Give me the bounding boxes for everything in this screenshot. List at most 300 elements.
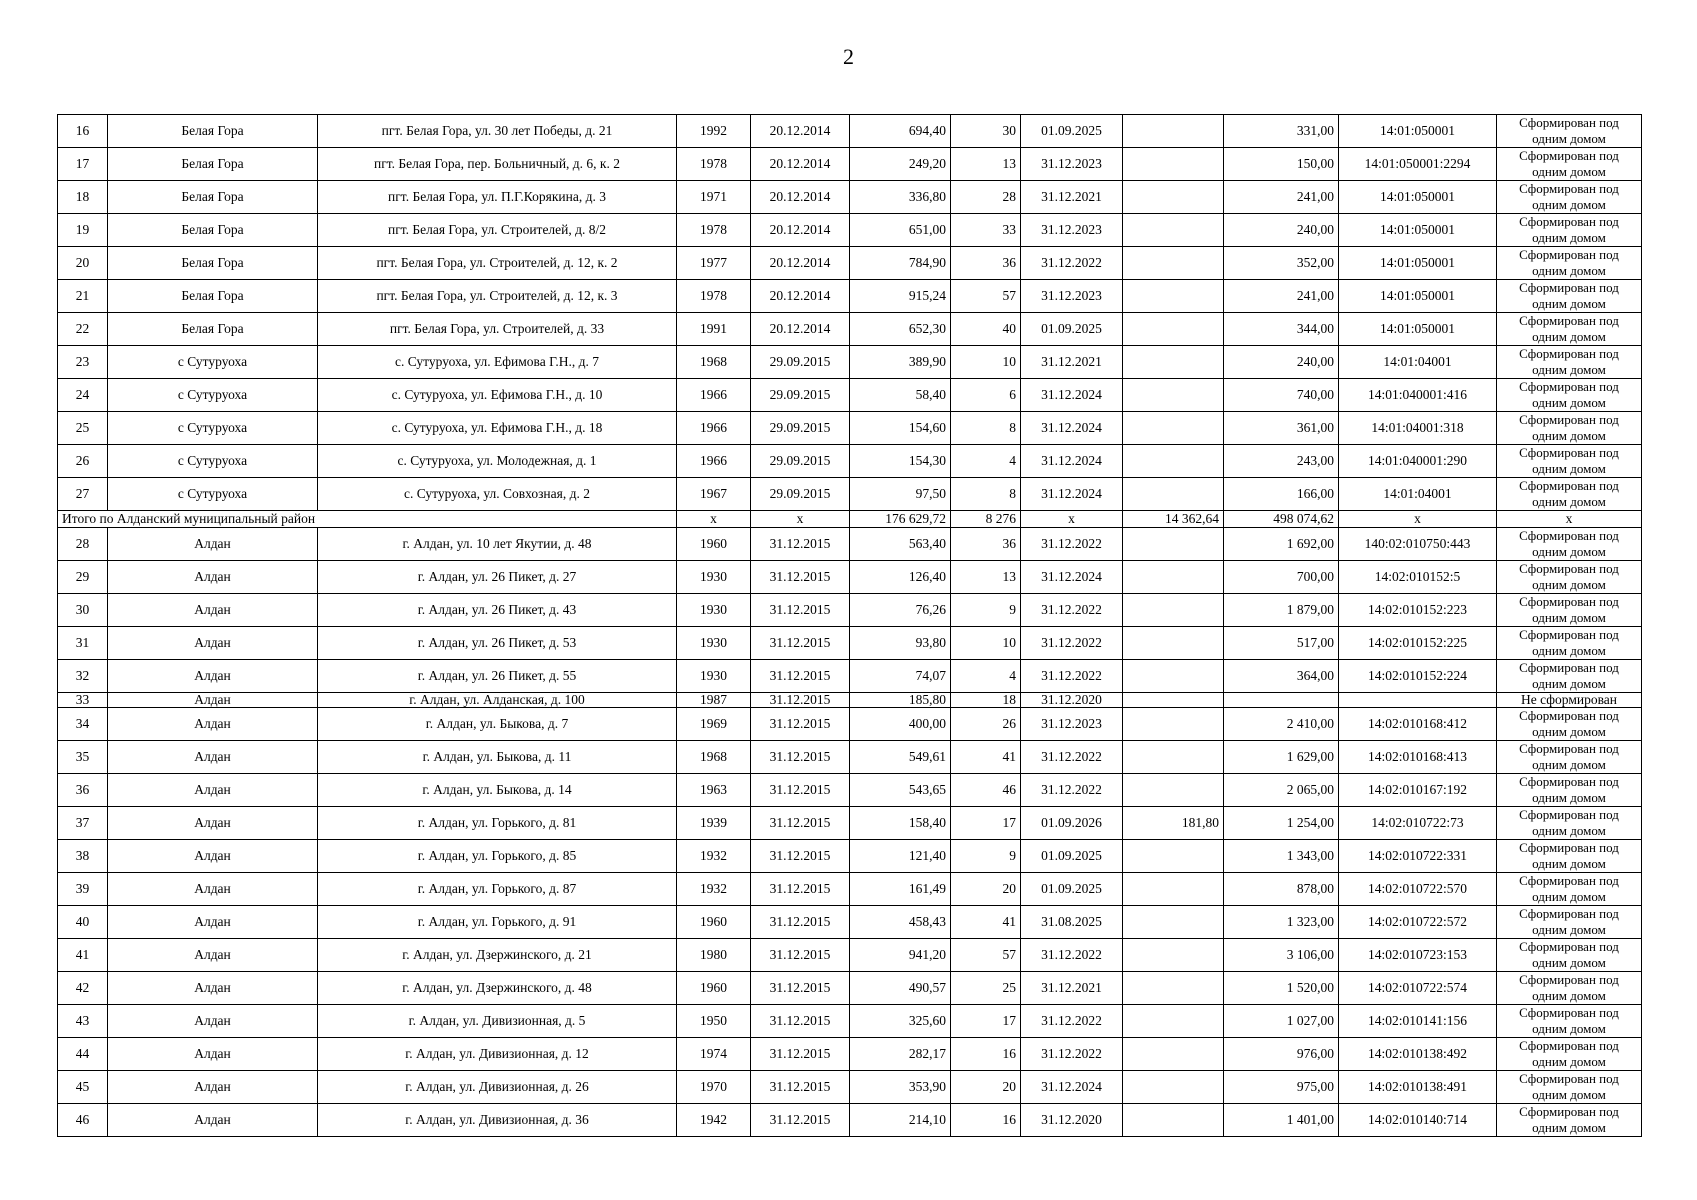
cadastral-number-cell: 14:01:050001:2294 bbox=[1339, 148, 1497, 181]
table-row bbox=[58, 774, 1642, 807]
area-cell: 97,50 bbox=[850, 478, 951, 511]
cadastral-number-cell: 14:02:010138:491 bbox=[1339, 1071, 1497, 1104]
deadline-cell: 31.12.2022 bbox=[1021, 594, 1123, 627]
residents-cell: 36 bbox=[951, 247, 1021, 280]
cadastral-number-cell: 14:02:010168:413 bbox=[1339, 741, 1497, 774]
date-cell: 31.12.2015 bbox=[751, 1005, 850, 1038]
table-row bbox=[58, 939, 1642, 972]
deadline-cell: 31.12.2020 bbox=[1021, 693, 1123, 708]
extra-area-cell bbox=[1123, 214, 1224, 247]
status-cell: Сформирован под одним домом bbox=[1497, 906, 1642, 939]
address-cell: г. Алдан, ул. Дзержинского, д. 21 bbox=[318, 939, 677, 972]
row-number: 38 bbox=[58, 840, 108, 873]
deadline-cell: 01.09.2026 bbox=[1021, 807, 1123, 840]
address-cell: г. Алдан, ул. Быкова, д. 7 bbox=[318, 708, 677, 741]
deadline-cell: 31.12.2023 bbox=[1021, 148, 1123, 181]
page-number: 2 bbox=[843, 44, 854, 69]
land-area-cell: 344,00 bbox=[1224, 313, 1339, 346]
area-cell: 93,80 bbox=[850, 627, 951, 660]
settlement-cell: Белая Гора bbox=[108, 214, 318, 247]
date-cell: 31.12.2015 bbox=[751, 840, 850, 873]
address-cell: г. Алдан, ул. 26 Пикет, д. 53 bbox=[318, 627, 677, 660]
table-row bbox=[58, 873, 1642, 906]
cadastral-number-cell: 14:01:050001 bbox=[1339, 247, 1497, 280]
date-cell: 20.12.2014 bbox=[751, 115, 850, 148]
address-cell: г. Алдан, ул. Горького, д. 91 bbox=[318, 906, 677, 939]
year-cell: 1930 bbox=[677, 594, 751, 627]
settlement-cell: Алдан bbox=[108, 693, 318, 708]
extra-area-cell bbox=[1123, 148, 1224, 181]
land-area-cell: 517,00 bbox=[1224, 627, 1339, 660]
date-cell: 29.09.2015 bbox=[751, 346, 850, 379]
row-number: 21 bbox=[58, 280, 108, 313]
settlement-cell: Алдан bbox=[108, 840, 318, 873]
land-area-cell bbox=[1224, 693, 1339, 708]
year-cell: 1971 bbox=[677, 181, 751, 214]
date-cell: 29.09.2015 bbox=[751, 445, 850, 478]
row-number: 45 bbox=[58, 1071, 108, 1104]
total-land-area-cell: 498 074,62 bbox=[1224, 511, 1339, 528]
date-cell: 31.12.2015 bbox=[751, 561, 850, 594]
area-cell: 158,40 bbox=[850, 807, 951, 840]
settlement-cell: Алдан bbox=[108, 528, 318, 561]
land-area-cell: 976,00 bbox=[1224, 1038, 1339, 1071]
date-cell: 31.12.2015 bbox=[751, 774, 850, 807]
date-cell: 31.12.2015 bbox=[751, 1104, 850, 1137]
extra-area-cell bbox=[1123, 741, 1224, 774]
status-cell: Сформирован под одним домом bbox=[1497, 445, 1642, 478]
table-row bbox=[58, 148, 1642, 181]
land-area-cell: 1 692,00 bbox=[1224, 528, 1339, 561]
address-cell: г. Алдан, ул. 10 лет Якутии, д. 48 bbox=[318, 528, 677, 561]
settlement-cell: Алдан bbox=[108, 1038, 318, 1071]
year-cell: 1978 bbox=[677, 148, 751, 181]
date-cell: 20.12.2014 bbox=[751, 181, 850, 214]
extra-area-cell bbox=[1123, 1071, 1224, 1104]
address-cell: с. Сутуруоха, ул. Молодежная, д. 1 bbox=[318, 445, 677, 478]
row-number: 36 bbox=[58, 774, 108, 807]
extra-area-cell bbox=[1123, 412, 1224, 445]
deadline-cell: 31.12.2022 bbox=[1021, 247, 1123, 280]
land-area-cell: 240,00 bbox=[1224, 346, 1339, 379]
deadline-cell: 31.12.2022 bbox=[1021, 627, 1123, 660]
extra-area-cell bbox=[1123, 906, 1224, 939]
area-cell: 694,40 bbox=[850, 115, 951, 148]
extra-area-cell bbox=[1123, 594, 1224, 627]
date-cell: 20.12.2014 bbox=[751, 247, 850, 280]
status-cell: Сформирован под одним домом bbox=[1497, 594, 1642, 627]
deadline-cell: 31.12.2022 bbox=[1021, 660, 1123, 693]
row-number: 32 bbox=[58, 660, 108, 693]
settlement-cell: с Сутуруоха bbox=[108, 412, 318, 445]
status-cell: Сформирован под одним домом bbox=[1497, 1071, 1642, 1104]
address-cell: г. Алдан, ул. 26 Пикет, д. 55 bbox=[318, 660, 677, 693]
residents-cell: 26 bbox=[951, 708, 1021, 741]
total-residents-cell: 8 276 bbox=[951, 511, 1021, 528]
cadastral-number-cell: 14:02:010140:714 bbox=[1339, 1104, 1497, 1137]
status-cell: Сформирован под одним домом bbox=[1497, 280, 1642, 313]
extra-area-cell bbox=[1123, 561, 1224, 594]
total-area-cell: 176 629,72 bbox=[850, 511, 951, 528]
area-cell: 458,43 bbox=[850, 906, 951, 939]
extra-area-cell bbox=[1123, 478, 1224, 511]
address-cell: пгт. Белая Гора, ул. Строителей, д. 12, к. 3 bbox=[318, 280, 677, 313]
extra-area-cell bbox=[1123, 379, 1224, 412]
row-number: 33 bbox=[58, 693, 108, 708]
deadline-cell: 31.12.2022 bbox=[1021, 1005, 1123, 1038]
date-cell: 31.12.2015 bbox=[751, 906, 850, 939]
land-area-cell: 331,00 bbox=[1224, 115, 1339, 148]
date-cell: 20.12.2014 bbox=[751, 313, 850, 346]
settlement-cell: с Сутуруоха bbox=[108, 379, 318, 412]
extra-area-cell bbox=[1123, 1104, 1224, 1137]
area-cell: 249,20 bbox=[850, 148, 951, 181]
land-area-cell: 700,00 bbox=[1224, 561, 1339, 594]
settlement-cell: Белая Гора bbox=[108, 148, 318, 181]
address-cell: г. Алдан, ул. Быкова, д. 11 bbox=[318, 741, 677, 774]
table-row bbox=[58, 561, 1642, 594]
deadline-cell: 31.08.2025 bbox=[1021, 906, 1123, 939]
land-area-cell: 1 629,00 bbox=[1224, 741, 1339, 774]
year-cell: 1966 bbox=[677, 412, 751, 445]
row-number: 44 bbox=[58, 1038, 108, 1071]
year-cell: 1968 bbox=[677, 741, 751, 774]
land-area-cell: 361,00 bbox=[1224, 412, 1339, 445]
address-cell: г. Алдан, ул. Дивизионная, д. 26 bbox=[318, 1071, 677, 1104]
status-cell: Сформирован под одним домом bbox=[1497, 774, 1642, 807]
address-cell: пгт. Белая Гора, ул. 30 лет Победы, д. 21 bbox=[318, 115, 677, 148]
table-row bbox=[58, 840, 1642, 873]
address-cell: пгт. Белая Гора, пер. Больничный, д. 6, к. 2 bbox=[318, 148, 677, 181]
year-cell: 1966 bbox=[677, 379, 751, 412]
area-cell: 336,80 bbox=[850, 181, 951, 214]
table-row bbox=[58, 1005, 1642, 1038]
status-cell: Сформирован под одним домом bbox=[1497, 115, 1642, 148]
area-cell: 121,40 bbox=[850, 840, 951, 873]
year-cell: 1932 bbox=[677, 873, 751, 906]
year-cell: 1930 bbox=[677, 627, 751, 660]
cadastral-number-cell: 14:02:010138:492 bbox=[1339, 1038, 1497, 1071]
date-cell: 31.12.2015 bbox=[751, 660, 850, 693]
extra-area-cell bbox=[1123, 1005, 1224, 1038]
status-cell: Сформирован под одним домом bbox=[1497, 148, 1642, 181]
residents-cell: 41 bbox=[951, 906, 1021, 939]
extra-area-cell bbox=[1123, 528, 1224, 561]
status-cell: Сформирован под одним домом bbox=[1497, 1104, 1642, 1137]
address-cell: г. Алдан, ул. Горького, д. 81 bbox=[318, 807, 677, 840]
cadastral-number-cell: 14:02:010152:223 bbox=[1339, 594, 1497, 627]
land-area-cell: 166,00 bbox=[1224, 478, 1339, 511]
area-cell: 126,40 bbox=[850, 561, 951, 594]
address-cell: г. Алдан, ул. Дивизионная, д. 36 bbox=[318, 1104, 677, 1137]
settlement-cell: Алдан bbox=[108, 939, 318, 972]
residents-cell: 9 bbox=[951, 840, 1021, 873]
status-cell: Не сформирован bbox=[1497, 693, 1642, 708]
address-cell: с. Сутуруоха, ул. Ефимова Г.Н., д. 18 bbox=[318, 412, 677, 445]
cadastral-number-cell: 14:01:050001 bbox=[1339, 214, 1497, 247]
settlement-cell: Алдан bbox=[108, 1071, 318, 1104]
extra-area-cell bbox=[1123, 774, 1224, 807]
table-row bbox=[58, 627, 1642, 660]
year-cell: 1960 bbox=[677, 906, 751, 939]
date-cell: 31.12.2015 bbox=[751, 873, 850, 906]
cadastral-number-cell: 14:02:010722:73 bbox=[1339, 807, 1497, 840]
land-area-cell: 1 254,00 bbox=[1224, 807, 1339, 840]
deadline-cell: 31.12.2024 bbox=[1021, 412, 1123, 445]
year-cell: 1978 bbox=[677, 214, 751, 247]
address-cell: г. Алдан, ул. Дзержинского, д. 48 bbox=[318, 972, 677, 1005]
extra-area-cell bbox=[1123, 627, 1224, 660]
area-cell: 154,30 bbox=[850, 445, 951, 478]
table-row bbox=[58, 1104, 1642, 1137]
area-cell: 161,49 bbox=[850, 873, 951, 906]
residents-cell: 6 bbox=[951, 379, 1021, 412]
year-cell: 1960 bbox=[677, 972, 751, 1005]
area-cell: 784,90 bbox=[850, 247, 951, 280]
settlement-cell: Алдан bbox=[108, 627, 318, 660]
housing-table bbox=[57, 114, 1642, 1137]
status-cell: Сформирован под одним домом bbox=[1497, 972, 1642, 1005]
row-number: 25 bbox=[58, 412, 108, 445]
date-cell: 31.12.2015 bbox=[751, 1038, 850, 1071]
residents-cell: 8 bbox=[951, 412, 1021, 445]
land-area-cell: 975,00 bbox=[1224, 1071, 1339, 1104]
land-area-cell: 3 106,00 bbox=[1224, 939, 1339, 972]
land-area-cell: 241,00 bbox=[1224, 280, 1339, 313]
row-number: 28 bbox=[58, 528, 108, 561]
area-cell: 74,07 bbox=[850, 660, 951, 693]
status-cell: Сформирован под одним домом bbox=[1497, 1038, 1642, 1071]
date-cell: 31.12.2015 bbox=[751, 939, 850, 972]
land-area-cell: 740,00 bbox=[1224, 379, 1339, 412]
residents-cell: 17 bbox=[951, 1005, 1021, 1038]
address-cell: пгт. Белая Гора, ул. П.Г.Корякина, д. 3 bbox=[318, 181, 677, 214]
status-cell: Сформирован под одним домом bbox=[1497, 379, 1642, 412]
year-cell: 1977 bbox=[677, 247, 751, 280]
settlement-cell: Алдан bbox=[108, 972, 318, 1005]
area-cell: 76,26 bbox=[850, 594, 951, 627]
date-cell: 29.09.2015 bbox=[751, 412, 850, 445]
year-cell: 1932 bbox=[677, 840, 751, 873]
year-cell: 1970 bbox=[677, 1071, 751, 1104]
status-cell: Сформирован под одним домом bbox=[1497, 807, 1642, 840]
residents-cell: 16 bbox=[951, 1038, 1021, 1071]
address-cell: г. Алдан, ул. Горького, д. 87 bbox=[318, 873, 677, 906]
table-row bbox=[58, 972, 1642, 1005]
residents-cell: 57 bbox=[951, 280, 1021, 313]
date-cell: 20.12.2014 bbox=[751, 280, 850, 313]
deadline-cell: 31.12.2021 bbox=[1021, 346, 1123, 379]
date-cell: 29.09.2015 bbox=[751, 478, 850, 511]
cadastral-number-cell: 14:02:010722:572 bbox=[1339, 906, 1497, 939]
table-row bbox=[58, 247, 1642, 280]
year-cell: 1967 bbox=[677, 478, 751, 511]
status-cell: Сформирован под одним домом bbox=[1497, 708, 1642, 741]
address-cell: г. Алдан, ул. Дивизионная, д. 5 bbox=[318, 1005, 677, 1038]
extra-area-cell bbox=[1123, 313, 1224, 346]
deadline-cell: 01.09.2025 bbox=[1021, 840, 1123, 873]
table-row bbox=[58, 741, 1642, 774]
row-number: 42 bbox=[58, 972, 108, 1005]
residents-cell: 41 bbox=[951, 741, 1021, 774]
table-row bbox=[58, 708, 1642, 741]
area-cell: 353,90 bbox=[850, 1071, 951, 1104]
total-date-cell: х bbox=[751, 511, 850, 528]
year-cell: 1966 bbox=[677, 445, 751, 478]
deadline-cell: 31.12.2021 bbox=[1021, 181, 1123, 214]
cadastral-number-cell: 14:02:010722:570 bbox=[1339, 873, 1497, 906]
deadline-cell: 01.09.2025 bbox=[1021, 313, 1123, 346]
cadastral-number-cell: 14:01:050001 bbox=[1339, 181, 1497, 214]
deadline-cell: 31.12.2023 bbox=[1021, 214, 1123, 247]
status-cell: Сформирован под одним домом bbox=[1497, 1005, 1642, 1038]
settlement-cell: Алдан bbox=[108, 873, 318, 906]
deadline-cell: 31.12.2024 bbox=[1021, 478, 1123, 511]
cadastral-number-cell: 14:01:050001 bbox=[1339, 313, 1497, 346]
total-extra-area-cell: 14 362,64 bbox=[1123, 511, 1224, 528]
row-number: 27 bbox=[58, 478, 108, 511]
cadastral-number-cell: 14:02:010722:574 bbox=[1339, 972, 1497, 1005]
cadastral-number-cell: 14:01:040001:290 bbox=[1339, 445, 1497, 478]
cadastral-number-cell: 14:01:04001 bbox=[1339, 478, 1497, 511]
year-cell: 1992 bbox=[677, 115, 751, 148]
deadline-cell: 31.12.2024 bbox=[1021, 379, 1123, 412]
year-cell: 1939 bbox=[677, 807, 751, 840]
year-cell: 1930 bbox=[677, 561, 751, 594]
settlement-cell: Белая Гора bbox=[108, 181, 318, 214]
table-row bbox=[58, 280, 1642, 313]
residents-cell: 16 bbox=[951, 1104, 1021, 1137]
settlement-cell: Алдан bbox=[108, 1005, 318, 1038]
residents-cell: 4 bbox=[951, 660, 1021, 693]
area-cell: 400,00 bbox=[850, 708, 951, 741]
table-row bbox=[58, 379, 1642, 412]
row-number: 18 bbox=[58, 181, 108, 214]
row-number: 41 bbox=[58, 939, 108, 972]
residents-cell: 46 bbox=[951, 774, 1021, 807]
year-cell: 1950 bbox=[677, 1005, 751, 1038]
cadastral-number-cell: 14:02:010152:225 bbox=[1339, 627, 1497, 660]
deadline-cell: 31.12.2022 bbox=[1021, 741, 1123, 774]
settlement-cell: Белая Гора bbox=[108, 247, 318, 280]
status-cell: Сформирован под одним домом bbox=[1497, 660, 1642, 693]
status-cell: Сформирован под одним домом bbox=[1497, 478, 1642, 511]
cadastral-number-cell: 14:02:010152:5 bbox=[1339, 561, 1497, 594]
address-cell: г. Алдан, ул. Алданская, д. 100 bbox=[318, 693, 677, 708]
land-area-cell: 352,00 bbox=[1224, 247, 1339, 280]
settlement-cell: с Сутуруоха bbox=[108, 445, 318, 478]
year-cell: 1978 bbox=[677, 280, 751, 313]
status-cell: Сформирован под одним домом bbox=[1497, 528, 1642, 561]
table-row bbox=[58, 214, 1642, 247]
residents-cell: 30 bbox=[951, 115, 1021, 148]
residents-cell: 8 bbox=[951, 478, 1021, 511]
settlement-cell: Алдан bbox=[108, 660, 318, 693]
row-number: 19 bbox=[58, 214, 108, 247]
residents-cell: 9 bbox=[951, 594, 1021, 627]
address-cell: г. Алдан, ул. Горького, д. 85 bbox=[318, 840, 677, 873]
area-cell: 282,17 bbox=[850, 1038, 951, 1071]
residents-cell: 20 bbox=[951, 1071, 1021, 1104]
cadastral-number-cell: 14:02:010152:224 bbox=[1339, 660, 1497, 693]
table-row bbox=[58, 1071, 1642, 1104]
extra-area-cell bbox=[1123, 693, 1224, 708]
area-cell: 154,60 bbox=[850, 412, 951, 445]
table-row bbox=[58, 412, 1642, 445]
residents-cell: 57 bbox=[951, 939, 1021, 972]
settlement-cell: Алдан bbox=[108, 906, 318, 939]
residents-cell: 13 bbox=[951, 148, 1021, 181]
land-area-cell: 241,00 bbox=[1224, 181, 1339, 214]
cadastral-number-cell: 14:01:04001 bbox=[1339, 346, 1497, 379]
land-area-cell: 878,00 bbox=[1224, 873, 1339, 906]
date-cell: 31.12.2015 bbox=[751, 708, 850, 741]
table-row bbox=[58, 313, 1642, 346]
land-area-cell: 240,00 bbox=[1224, 214, 1339, 247]
status-cell: Сформирован под одним домом bbox=[1497, 214, 1642, 247]
total-label: Итого по Алданский муниципальный район bbox=[58, 511, 677, 528]
date-cell: 31.12.2015 bbox=[751, 528, 850, 561]
area-cell: 490,57 bbox=[850, 972, 951, 1005]
table-row bbox=[58, 115, 1642, 148]
year-cell: 1963 bbox=[677, 774, 751, 807]
area-cell: 58,40 bbox=[850, 379, 951, 412]
row-number: 24 bbox=[58, 379, 108, 412]
total-status-cell: х bbox=[1497, 511, 1642, 528]
cadastral-number-cell: 14:01:04001:318 bbox=[1339, 412, 1497, 445]
row-number: 17 bbox=[58, 148, 108, 181]
extra-area-cell bbox=[1123, 247, 1224, 280]
status-cell: Сформирован под одним домом bbox=[1497, 741, 1642, 774]
year-cell: 1960 bbox=[677, 528, 751, 561]
cadastral-number-cell: 14:02:010722:331 bbox=[1339, 840, 1497, 873]
row-number: 20 bbox=[58, 247, 108, 280]
date-cell: 31.12.2015 bbox=[751, 627, 850, 660]
deadline-cell: 31.12.2021 bbox=[1021, 972, 1123, 1005]
land-area-cell: 1 401,00 bbox=[1224, 1104, 1339, 1137]
extra-area-cell bbox=[1123, 346, 1224, 379]
year-cell: 1974 bbox=[677, 1038, 751, 1071]
area-cell: 941,20 bbox=[850, 939, 951, 972]
settlement-cell: Белая Гора bbox=[108, 313, 318, 346]
residents-cell: 17 bbox=[951, 807, 1021, 840]
table-row bbox=[58, 906, 1642, 939]
table-row bbox=[58, 346, 1642, 379]
address-cell: пгт. Белая Гора, ул. Строителей, д. 8/2 bbox=[318, 214, 677, 247]
deadline-cell: 31.12.2022 bbox=[1021, 528, 1123, 561]
row-number: 35 bbox=[58, 741, 108, 774]
row-number: 43 bbox=[58, 1005, 108, 1038]
status-cell: Сформирован под одним домом bbox=[1497, 873, 1642, 906]
settlement-cell: Алдан bbox=[108, 594, 318, 627]
deadline-cell: 31.12.2023 bbox=[1021, 708, 1123, 741]
date-cell: 31.12.2015 bbox=[751, 594, 850, 627]
deadline-cell: 31.12.2022 bbox=[1021, 774, 1123, 807]
settlement-cell: с Сутуруоха bbox=[108, 478, 318, 511]
residents-cell: 33 bbox=[951, 214, 1021, 247]
settlement-cell: Алдан bbox=[108, 807, 318, 840]
row-number: 40 bbox=[58, 906, 108, 939]
settlement-cell: Белая Гора bbox=[108, 115, 318, 148]
table-row bbox=[58, 445, 1642, 478]
address-cell: с. Сутуруоха, ул. Совхозная, д. 2 bbox=[318, 478, 677, 511]
row-number: 30 bbox=[58, 594, 108, 627]
extra-area-cell bbox=[1123, 972, 1224, 1005]
extra-area-cell: 181,80 bbox=[1123, 807, 1224, 840]
settlement-cell: Алдан bbox=[108, 561, 318, 594]
residents-cell: 13 bbox=[951, 561, 1021, 594]
total-row bbox=[58, 511, 1642, 528]
